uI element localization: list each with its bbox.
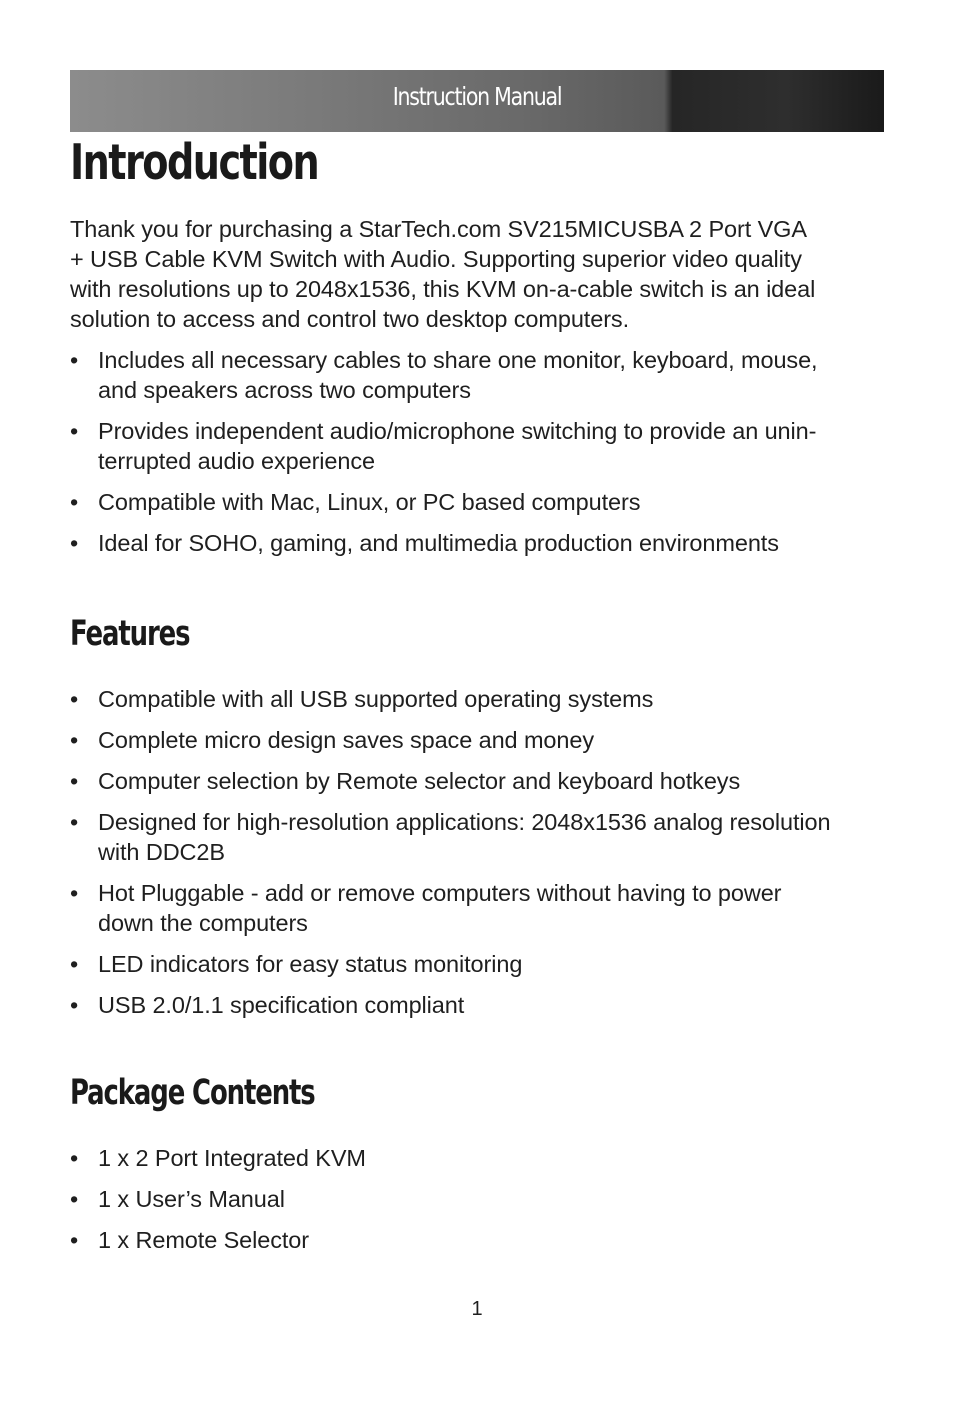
introduction-heading: Introduction (70, 134, 319, 191)
list-item-line: Designed for high-resolution applications: 2048x1536 analog resolution (98, 809, 831, 835)
bullet-glyph: • (70, 768, 79, 794)
introduction-bullet-list (70, 345, 884, 569)
intro-paragraph (70, 214, 884, 334)
list-item-line: 1 x 2 Port Integrated KVM (98, 1145, 366, 1171)
list-item-line: and speakers across two computers (98, 377, 471, 403)
page-number: 1 (471, 1298, 483, 1320)
bullet-glyph: • (70, 880, 79, 906)
list-item (70, 1143, 884, 1173)
bullet-glyph: • (70, 1145, 79, 1171)
list-item-line: Complete micro design saves space and money (98, 727, 594, 753)
list-item (70, 990, 884, 1020)
list-item (70, 807, 884, 867)
bullet-glyph: • (70, 1227, 79, 1253)
list-item (70, 766, 884, 796)
list-item-line: Compatible with all USB supported operating systems (98, 686, 654, 712)
header-band (70, 70, 884, 132)
list-item (70, 528, 884, 558)
list-item-line: Hot Pluggable - add or remove computers without having to power (98, 880, 782, 906)
intro-paragraph-line: with resolutions up to 2048x1536, this KVM on-a-cable switch is an ideal (70, 276, 816, 302)
list-item-line: Compatible with Mac, Linux, or PC based computers (98, 489, 641, 515)
bullet-glyph: • (70, 1186, 79, 1212)
list-item-line: Ideal for SOHO, gaming, and multimedia production environments (98, 530, 779, 556)
list-item (70, 1184, 884, 1214)
bullet-glyph: • (70, 347, 79, 373)
package-contents-heading: Package Contents (70, 1073, 315, 1113)
features-heading: Features (70, 614, 190, 654)
bullet-glyph: • (70, 530, 79, 556)
bullet-glyph: • (70, 992, 79, 1018)
list-item-line: 1 x Remote Selector (98, 1227, 310, 1253)
intro-paragraph-line: + USB Cable KVM Switch with Audio. Supporting superior video quality (70, 246, 802, 272)
list-item (70, 345, 884, 405)
list-item-line: Provides independent audio/microphone switching to provide an unin- (98, 418, 817, 444)
intro-paragraph-line: solution to access and control two desktop computers. (70, 306, 629, 332)
bullet-glyph: • (70, 418, 79, 444)
bullet-glyph: • (70, 727, 79, 753)
bullet-glyph: • (70, 809, 79, 835)
list-item-line: USB 2.0/1.1 specification compliant (98, 992, 465, 1018)
intro-paragraph-line: Thank you for purchasing a StarTech.com SV215MICUSBA 2 Port VGA (70, 216, 807, 242)
list-item (70, 416, 884, 476)
bullet-glyph: • (70, 489, 79, 515)
list-item (70, 725, 884, 755)
list-item-line: down the computers (98, 910, 308, 936)
list-item (70, 684, 884, 714)
header-title: Instruction Manual (392, 82, 562, 111)
list-item-line: 1 x User’s Manual (98, 1186, 285, 1212)
list-item-line: LED indicators for easy status monitoring (98, 951, 523, 977)
list-item-line: Computer selection by Remote selector and keyboard hotkeys (98, 768, 741, 794)
list-item-line: Includes all necessary cables to share one monitor, keyboard, mouse, (98, 347, 818, 373)
bullet-glyph: • (70, 951, 79, 977)
list-item (70, 1225, 884, 1255)
package-contents-bullet-list (70, 1143, 884, 1266)
list-item (70, 949, 884, 979)
bullet-glyph: • (70, 686, 79, 712)
list-item (70, 487, 884, 517)
list-item (70, 878, 884, 938)
list-item-line: terrupted audio experience (98, 448, 375, 474)
list-item-line: with DDC2B (98, 839, 225, 865)
features-bullet-list (70, 684, 884, 1031)
